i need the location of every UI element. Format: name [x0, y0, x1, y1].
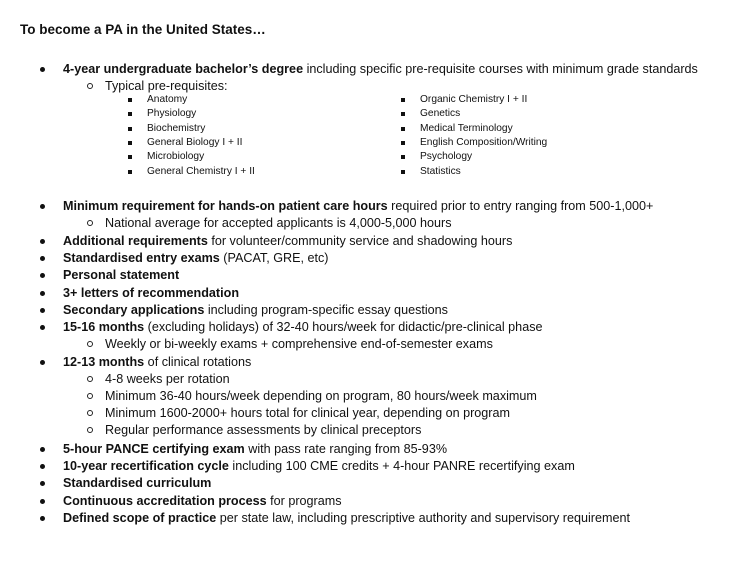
- list-item-secondary-apps: [63, 302, 448, 319]
- bullet-dot: [40, 239, 45, 244]
- prereq-item: General Biology I + II: [147, 137, 243, 148]
- item-bold: 5-hour PANCE certifying exam: [63, 442, 245, 456]
- square-bullet: [128, 155, 132, 159]
- square-bullet: [401, 112, 405, 116]
- sub-item: Regular performance assessments by clinical preceptors: [105, 423, 422, 437]
- sub-bullet-circle: [87, 220, 93, 226]
- item-bold: Personal statement: [63, 268, 180, 282]
- square-bullet: [128, 170, 132, 174]
- sub-bullet-circle: [87, 341, 93, 347]
- prereq-item: Psychology: [420, 151, 473, 162]
- item-bold: Secondary applications: [63, 303, 205, 317]
- prereq-item: Anatomy: [147, 94, 188, 105]
- bullet-dot: [40, 464, 45, 469]
- prereq-item: Physiology: [147, 108, 197, 119]
- prereq-item: Organic Chemistry I + II: [420, 94, 528, 105]
- bullet-dot: [40, 516, 45, 521]
- item-bold: Standardised curriculum: [63, 476, 212, 490]
- sub-item: Weekly or bi-weekly exams + comprehensive end-of-semester exams: [105, 337, 493, 351]
- prereq-item: English Composition/Writing: [420, 137, 548, 148]
- bullet-dot: [40, 67, 45, 72]
- square-bullet: [128, 127, 132, 131]
- list-item-clinical: [63, 354, 251, 371]
- bullet-dot: [40, 360, 45, 365]
- square-bullet: [401, 170, 405, 174]
- sub-item: 4-8 weeks per rotation: [105, 372, 230, 386]
- list-item-personal-statement: [63, 267, 179, 284]
- sub-bullet-circle: [87, 427, 93, 433]
- list-item-letters: [63, 285, 239, 302]
- item-bold: 15-16 months: [63, 320, 145, 334]
- bullet-dot: [40, 273, 45, 278]
- sub-bullet-circle: [87, 410, 93, 416]
- item-text: for programs: [266, 494, 342, 508]
- bullet-dot: [40, 256, 45, 261]
- sub-item-prereq-heading: Typical pre-requisites:: [105, 79, 228, 93]
- item-bold: 12-13 months: [63, 355, 145, 369]
- list-item-degree: [63, 61, 698, 78]
- item-text: including specific pre-requisite courses with minimum grade standards: [303, 62, 698, 76]
- list-item-entry-exams: [63, 250, 329, 267]
- item-bold: Additional requirements: [63, 234, 208, 248]
- item-text: with pass rate ranging from 85-93%: [244, 442, 448, 456]
- item-bold: 4-year undergraduate bachelor’s degree: [63, 62, 304, 76]
- page-title: To become a PA in the United States…: [20, 22, 266, 37]
- bullet-dot: [40, 447, 45, 452]
- sub-bullet-circle: [87, 393, 93, 399]
- list-item-curriculum: [63, 475, 211, 492]
- bullet-dot: [40, 308, 45, 313]
- item-text: of clinical rotations: [144, 355, 252, 369]
- square-bullet: [401, 127, 405, 131]
- sub-item: Minimum 1600-2000+ hours total for clinical year, depending on program: [105, 406, 510, 420]
- item-bold: Continuous accreditation process: [63, 494, 267, 508]
- bullet-dot: [40, 291, 45, 296]
- bullet-dot: [40, 481, 45, 486]
- square-bullet: [128, 141, 132, 145]
- list-item-patient-care: [63, 198, 653, 215]
- sub-bullet-circle: [87, 376, 93, 382]
- item-text: (excluding holidays) of 32-40 hours/week for didactic/pre-clinical phase: [144, 320, 543, 334]
- square-bullet: [401, 141, 405, 145]
- list-item-recertification: [63, 458, 575, 475]
- item-text: for volunteer/community service and shadowing hours: [207, 234, 513, 248]
- prereq-item: Microbiology: [147, 151, 205, 162]
- sub-item: Minimum 36-40 hours/week depending on program, 80 hours/week maximum: [105, 389, 537, 403]
- square-bullet: [128, 112, 132, 116]
- item-bold: Minimum requirement for hands-on patient care hours: [63, 199, 388, 213]
- item-bold: Defined scope of practice: [63, 511, 217, 525]
- list-item-accreditation: [63, 493, 342, 510]
- bullet-dot: [40, 499, 45, 504]
- item-text: (PACAT, GRE, etc): [219, 251, 329, 265]
- bullet-dot: [40, 204, 45, 209]
- prereq-item: General Chemistry I + II: [147, 166, 255, 177]
- list-item-pance: [63, 441, 447, 458]
- bullet-dot: [40, 325, 45, 330]
- prereq-item: Statistics: [420, 166, 461, 177]
- prereq-item: Medical Terminology: [420, 123, 513, 134]
- item-text: per state law, including prescriptive authority and supervisory requirement: [216, 511, 630, 525]
- item-bold: 3+ letters of recommendation: [63, 286, 240, 300]
- item-bold: Standardised entry exams: [63, 251, 220, 265]
- item-bold: 10-year recertification cycle: [63, 459, 229, 473]
- prereq-item: Biochemistry: [147, 123, 206, 134]
- list-item-scope: [63, 510, 630, 527]
- square-bullet: [401, 98, 405, 102]
- list-item-didactic: [63, 319, 543, 336]
- sub-item: National average for accepted applicants is 4,000-5,000 hours: [105, 216, 452, 230]
- item-text: required prior to entry ranging from 500-1,000+: [387, 199, 654, 213]
- prereq-item: Genetics: [420, 108, 461, 119]
- item-text: including program-specific essay questions: [204, 303, 448, 317]
- square-bullet: [401, 155, 405, 159]
- item-text: including 100 CME credits + 4-hour PANRE recertifying exam: [228, 459, 575, 473]
- list-item-additional: [63, 233, 512, 250]
- square-bullet: [128, 98, 132, 102]
- sub-bullet-circle: [87, 83, 93, 89]
